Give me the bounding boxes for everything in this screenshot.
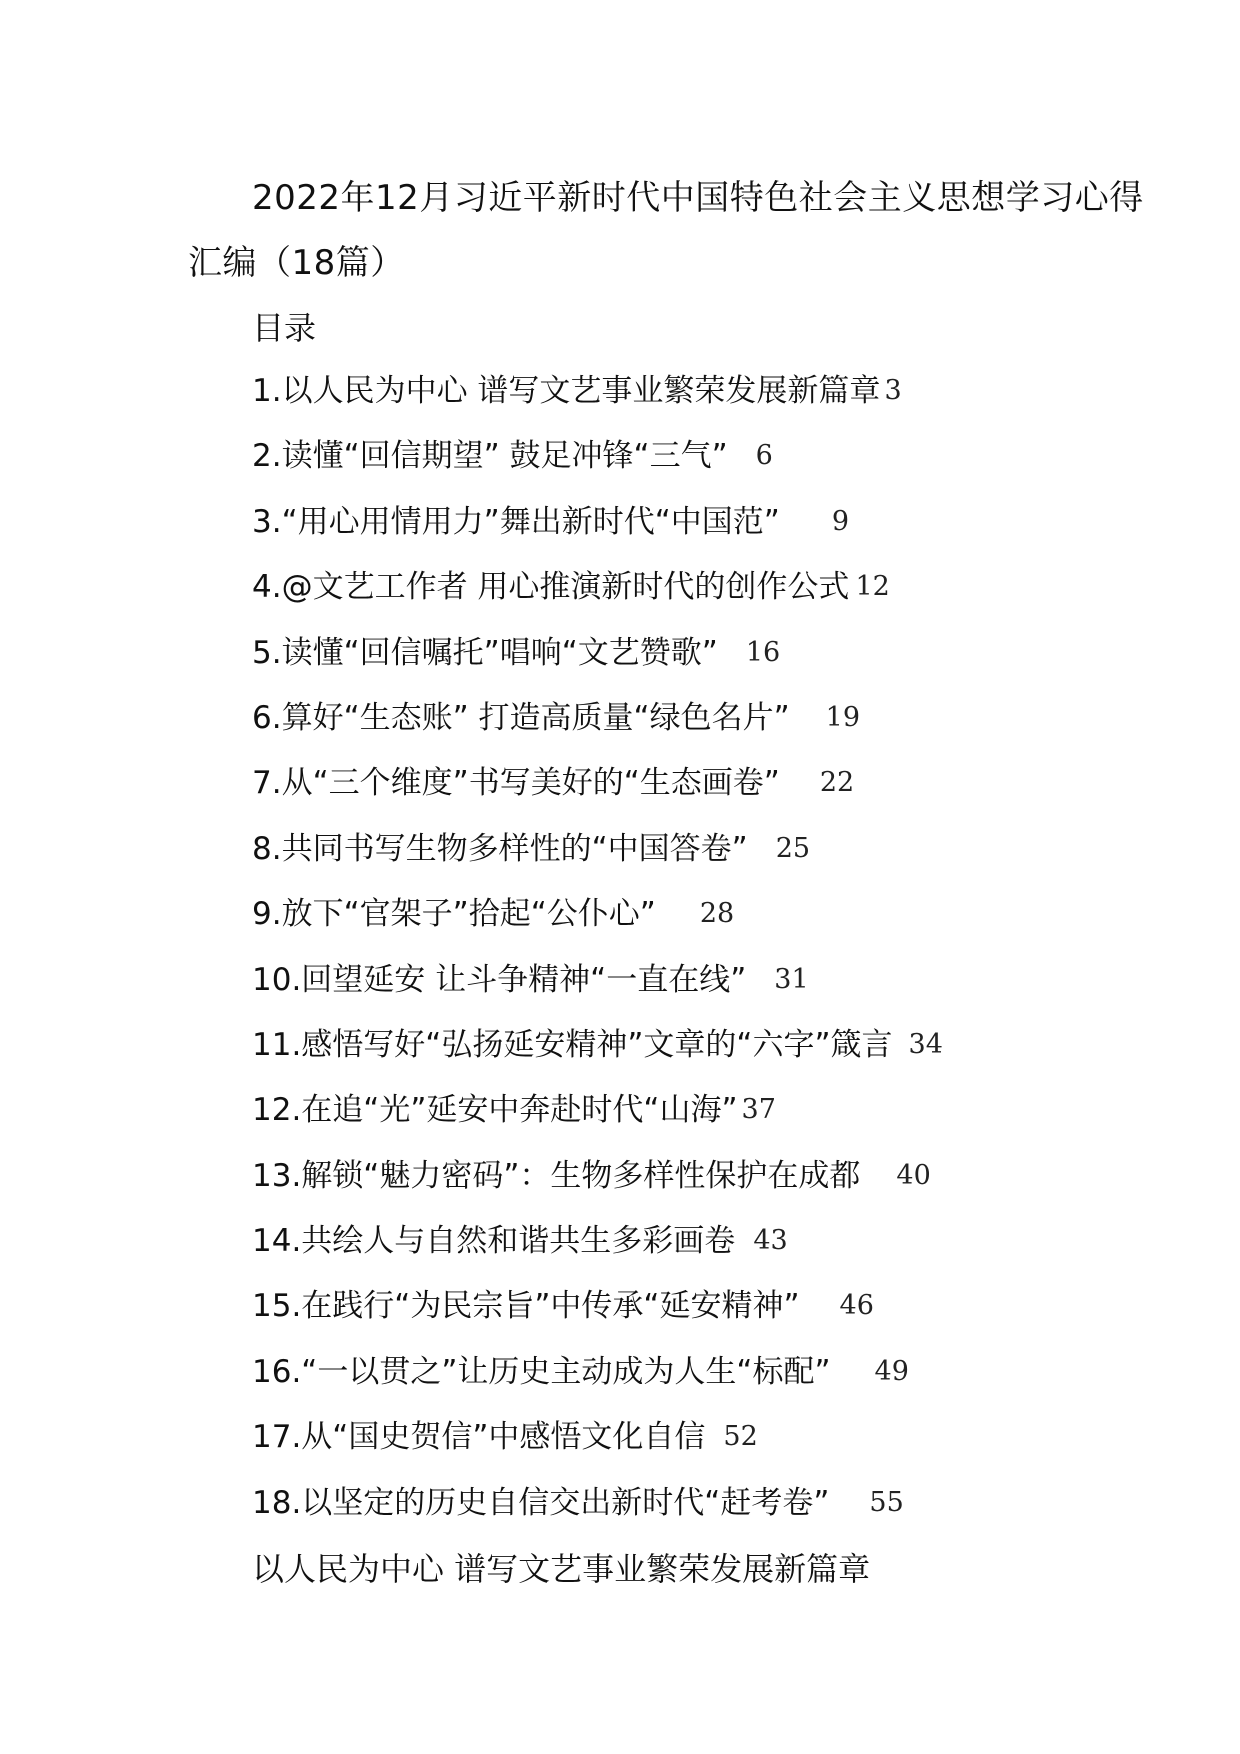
toc-item-page: 52 [723,1421,758,1453]
toc-item-title: 4.@文艺工作者 用心推演新时代的创作公式 [252,569,850,606]
toc-item-page: 37 [741,1094,776,1126]
toc-item-page: 43 [753,1225,788,1257]
toc-item-title: 7.从“三个维度”书写美好的“生态画卷” [252,765,780,802]
toc-item-title: 11.感悟写好“弘扬延安精神”文章的“六字”箴言 [252,1026,893,1063]
table-of-contents [252,371,943,1548]
toc-item[interactable] [252,436,943,501]
toc-item[interactable] [252,1156,943,1221]
toc-item-page: 22 [819,767,855,799]
toc-item-title: 9.放下“官架子”拾起“公仆心” [252,896,656,933]
toc-item-title: 17.从“国史贺信”中感悟文化自信 [252,1419,706,1456]
toc-item-title: 10.回望延安 让斗争精神“一直在线” [252,961,747,998]
toc-item-title: 3.“用心用情用力”舞出新时代“中国范” [252,503,780,540]
toc-item-page: 34 [908,1028,943,1060]
toc-item-page: 25 [775,832,811,864]
toc-item[interactable] [252,1352,943,1417]
toc-item[interactable] [252,763,943,828]
toc-item-title: 6.算好“生态账” 打造高质量“绿色名片” [252,699,790,736]
toc-item[interactable] [252,1483,943,1548]
toc-item-page: 12 [855,571,890,603]
toc-item-title: 2.读懂“回信期望” 鼓足冲锋“三气” [252,438,728,475]
toc-item-page: 16 [745,636,781,668]
toc-item-title: 13.解锁“魅力密码”：生物多样性保护在成都 [252,1157,861,1194]
toc-item-title: 16.“一以贯之”让历史主动成为人生“标配” [252,1353,831,1390]
toc-item[interactable] [252,829,943,894]
toc-item[interactable] [252,567,943,632]
toc-item[interactable] [252,1025,943,1090]
toc-item-title: 18.以坚定的历史自信交出新时代“赶考卷” [252,1484,830,1521]
toc-item[interactable] [252,371,943,436]
toc-item[interactable] [252,1090,943,1155]
toc-item-page: 40 [896,1159,931,1191]
toc-item-page: 31 [774,963,809,995]
toc-item-title: 12.在追“光”延安中奔赴时代“山海” [252,1092,738,1129]
toc-heading: 目录 [252,309,317,347]
section-heading: 以人民为中心 谱写文艺事业繁荣发展新篇章 [252,1550,871,1588]
toc-item[interactable] [252,698,943,763]
toc-item-page: 19 [825,701,861,733]
toc-item-page: 49 [874,1355,909,1387]
toc-item[interactable] [252,960,943,1025]
toc-item-page: 6 [755,440,773,472]
toc-item[interactable] [252,894,943,959]
document-title-line-1: 2022年12月习近平新时代中国特色社会主义思想学习心得 [252,178,1144,218]
toc-item-title: 1.以人民为中心 谱写文艺事业繁荣发展新篇章 [252,373,881,409]
toc-item[interactable] [252,1417,943,1482]
toc-item[interactable] [252,502,943,567]
toc-item[interactable] [252,1286,943,1351]
toc-item-page: 3 [884,375,902,406]
toc-item-page: 9 [831,505,850,537]
toc-item-page: 46 [839,1290,874,1322]
toc-item-title: 5.读懂“回信嘱托”唱响“文艺赞歌” [252,634,718,671]
toc-item-title: 8.共同书写生物多样性的“中国答卷” [252,830,748,867]
toc-item-page: 28 [699,898,735,930]
toc-item-title: 14.共绘人与自然和谐共生多彩画卷 [252,1223,736,1260]
toc-item-page: 55 [869,1486,904,1518]
toc-item[interactable] [252,1221,943,1286]
toc-item[interactable] [252,633,943,698]
toc-item-title: 15.在践行“为民宗旨”中传承“延安精神” [252,1288,800,1325]
document-title-line-2: 汇编（18篇） [188,243,405,283]
